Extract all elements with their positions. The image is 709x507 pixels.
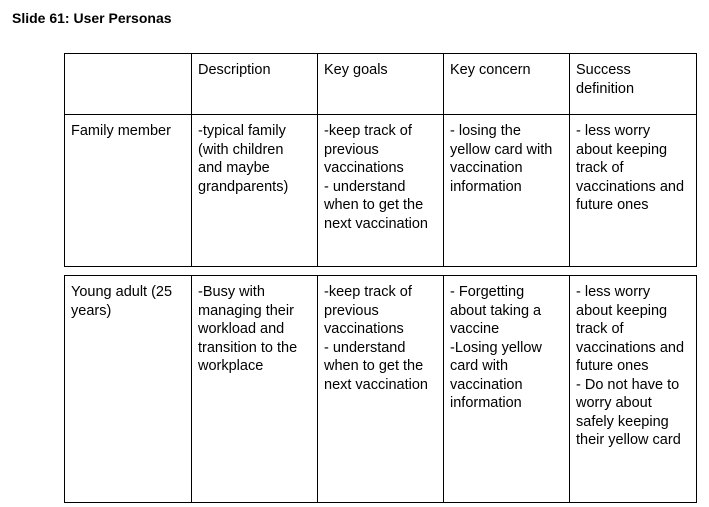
table-header-row xyxy=(65,54,697,115)
header-cell-key-concern: Key concern xyxy=(444,54,570,115)
description-cell: -Busy with managing their workload and transition to the workplace xyxy=(192,276,318,503)
success-definition-cell: - less worry about keeping track of vaccinations and future ones - Do not have to worry about safely keeping their yellow card xyxy=(570,276,697,503)
persona-name-cell: Young adult (25 years) xyxy=(65,276,192,503)
header-cell-success-definition: Success definition xyxy=(570,54,697,115)
key-goals-cell: -keep track of previous vaccinations - understand when to get the next vaccination xyxy=(318,115,444,267)
header-cell-empty xyxy=(65,54,192,115)
description-cell: -typical family (with children and maybe grandparents) xyxy=(192,115,318,267)
header-cell-key-goals: Key goals xyxy=(318,54,444,115)
success-definition-cell: - less worry about keeping track of vaccinations and future ones xyxy=(570,115,697,267)
slide-title: Slide 61: User Personas xyxy=(12,10,172,26)
table-row xyxy=(65,115,697,267)
persona-table-young-adult xyxy=(64,275,697,503)
table-row xyxy=(65,276,697,503)
key-concern-cell: - Forgetting about taking a vaccine -Losing yellow card with vaccination information xyxy=(444,276,570,503)
key-concern-cell: - losing the yellow card with vaccination information xyxy=(444,115,570,267)
persona-name-cell: Family member xyxy=(65,115,192,267)
key-goals-cell: -keep track of previous vaccinations - understand when to get the next vaccination xyxy=(318,276,444,503)
header-cell-description: Description xyxy=(192,54,318,115)
persona-table-family xyxy=(64,53,697,267)
